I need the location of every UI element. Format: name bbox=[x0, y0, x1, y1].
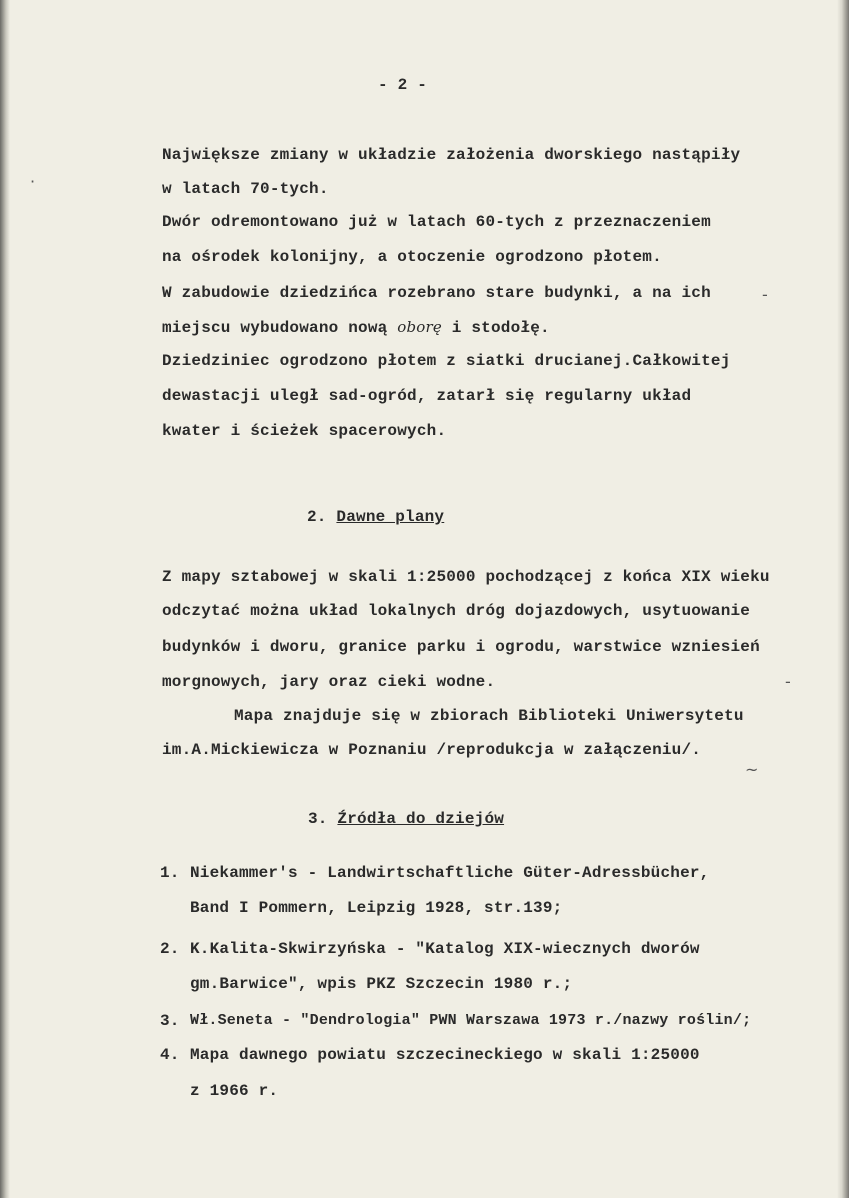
page-edge-right bbox=[837, 0, 849, 1198]
list-item-number: 4. bbox=[160, 1046, 180, 1064]
list-item-number: 1. bbox=[160, 864, 180, 882]
list-item-text: Band I Pommern, Leipzig 1928, str.139; bbox=[190, 899, 563, 917]
heading-text: Dawne plany bbox=[336, 508, 445, 526]
stray-mark: ~ bbox=[745, 760, 759, 779]
list-item-text: Wł.Seneta - "Dendrologia" PWN Warszawa 1973 r./nazwy roślin/; bbox=[190, 1012, 752, 1029]
list-item-text: gm.Barwice", wpis PKZ Szczecin 1980 r.; bbox=[190, 975, 573, 993]
paragraph-line: Z mapy sztabowej w skali 1:25000 pochodzącej z końca XIX wieku bbox=[162, 568, 770, 586]
paragraph-line: dewastacji uległ sad-ogród, zatarł się regularny układ bbox=[162, 387, 692, 405]
list-item-text: K.Kalita-Skwirzyńska - "Katalog XIX-wiecznych dworów bbox=[190, 940, 700, 958]
paragraph-line: odczytać można układ lokalnych dróg dojazdowych, usytuowanie bbox=[162, 602, 751, 620]
paragraph-line: Mapa znajduje się w zbiorach Biblioteki Uniwersytetu bbox=[234, 707, 744, 725]
paragraph-text: miejscu wybudowano nową bbox=[162, 319, 388, 337]
page-edge-left bbox=[0, 0, 10, 1198]
paragraph-line-with-correction bbox=[162, 318, 550, 337]
paragraph-line: kwater i ścieżek spacerowych. bbox=[162, 422, 447, 440]
paragraph-line: W zabudowie dziedzińca rozebrano stare budynki, a na ich bbox=[162, 284, 711, 302]
list-item-number: 3. bbox=[160, 1012, 180, 1030]
list-item-text: Niekammer's - Landwirtschaftliche Güter-Adressbücher, bbox=[190, 864, 710, 882]
heading-number: 3. bbox=[308, 810, 328, 828]
stray-mark: - bbox=[762, 285, 768, 304]
handwritten-correction: oborę bbox=[397, 318, 442, 336]
list-item-number: 2. bbox=[160, 940, 180, 958]
paragraph-line: Dwór odremontowano już w latach 60-tych z przeznaczeniem bbox=[162, 213, 711, 231]
paragraph-line: Dziedziniec ogrodzono płotem z siatki drucianej.Całkowitej bbox=[162, 352, 731, 370]
paragraph-line: Największe zmiany w układzie założenia dworskiego nastąpiły bbox=[162, 146, 741, 164]
paragraph-line: morgnowych, jary oraz cieki wodne. bbox=[162, 673, 496, 691]
list-item-text: z 1966 r. bbox=[190, 1082, 279, 1100]
heading-number: 2. bbox=[307, 508, 327, 526]
stray-mark: · bbox=[30, 172, 36, 191]
heading-text: Źródła do dziejów bbox=[337, 810, 505, 828]
list-item-text: Mapa dawnego powiatu szczecineckiego w skali 1:25000 bbox=[190, 1046, 700, 1064]
paragraph-line: budynków i dworu, granice parku i ogrodu, warstwice wzniesień bbox=[162, 638, 760, 656]
section-heading bbox=[307, 508, 444, 526]
paragraph-line: na ośrodek kolonijny, a otoczenie ogrodzono płotem. bbox=[162, 248, 662, 266]
page-number: - 2 - bbox=[378, 76, 428, 94]
paragraph-line: im.A.Mickiewicza w Poznaniu /reprodukcja w załączeniu/. bbox=[162, 741, 702, 759]
stray-mark: - bbox=[785, 672, 791, 691]
paragraph-text: i stodołę. bbox=[451, 319, 550, 337]
section-heading bbox=[308, 810, 504, 828]
paragraph-line: w latach 70-tych. bbox=[162, 180, 329, 198]
